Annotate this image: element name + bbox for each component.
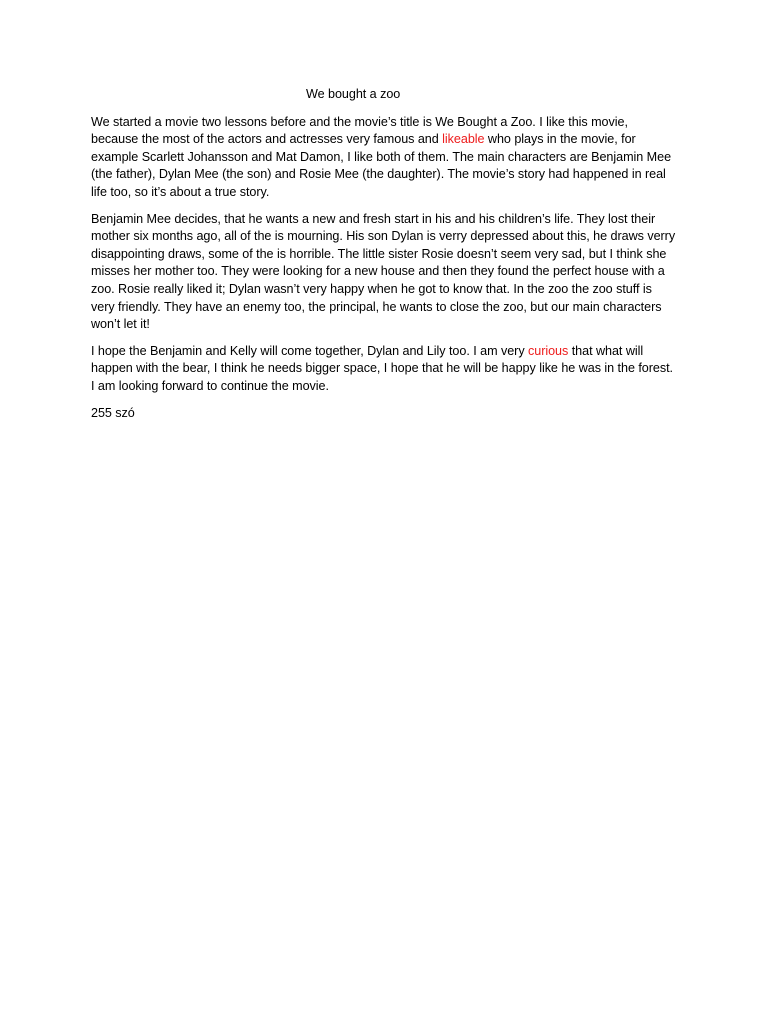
paragraph-intro	[91, 114, 677, 202]
paragraph-text: We started a movie two lessons before and the movie’s title is We Bought a Zoo. I like this movie, because the most of the actors and actresses very famous and	[91, 114, 628, 147]
paragraph-text: I hope the Benjamin and Kelly will come together, Dylan and Lily too. I am very	[91, 343, 529, 358]
word-count: 255 szó	[91, 405, 135, 420]
highlighted-word: likeable	[442, 132, 485, 147]
paragraph-plot: Benjamin Mee decides, that he wants a new and fresh start in his and his children’s life. They lost their mother six months ago, all of the is mourning. His son Dylan is verry depressed about this, he draws verry disappointing draws, some of the is horrible. The little sister Rosie doesn’t seem very sad, but I think she misses her mother too. They were looking for a new house and then they found the perfect house with a zoo. Rosie really liked it; Dylan wasn’t very happy when he got to know that. In the zoo the zoo stuff is very friendly. They have an enemy too, the principal, he wants to close the zoo, but our main characters won’t let it!	[91, 211, 676, 332]
paragraph-text: who plays in the movie, for example Scarlett Johansson and Mat Damon, I like both of them. The main characters are Benjamin Mee (the father), Dylan Mee (the son) and Rosie Mee (the daughter). The movie’s story had happened in real life too, so it’s about a true story.	[91, 132, 672, 199]
document-title: We bought a zoo	[306, 87, 401, 101]
highlighted-word: curious	[528, 343, 569, 358]
paragraph-text: that what will happen with the bear, I think he needs bigger space, I hope that he will be happy like he was in the forest. I am looking forward to continue the movie.	[91, 343, 673, 393]
paragraph-opinion	[91, 343, 677, 396]
document-body	[91, 86, 677, 422]
